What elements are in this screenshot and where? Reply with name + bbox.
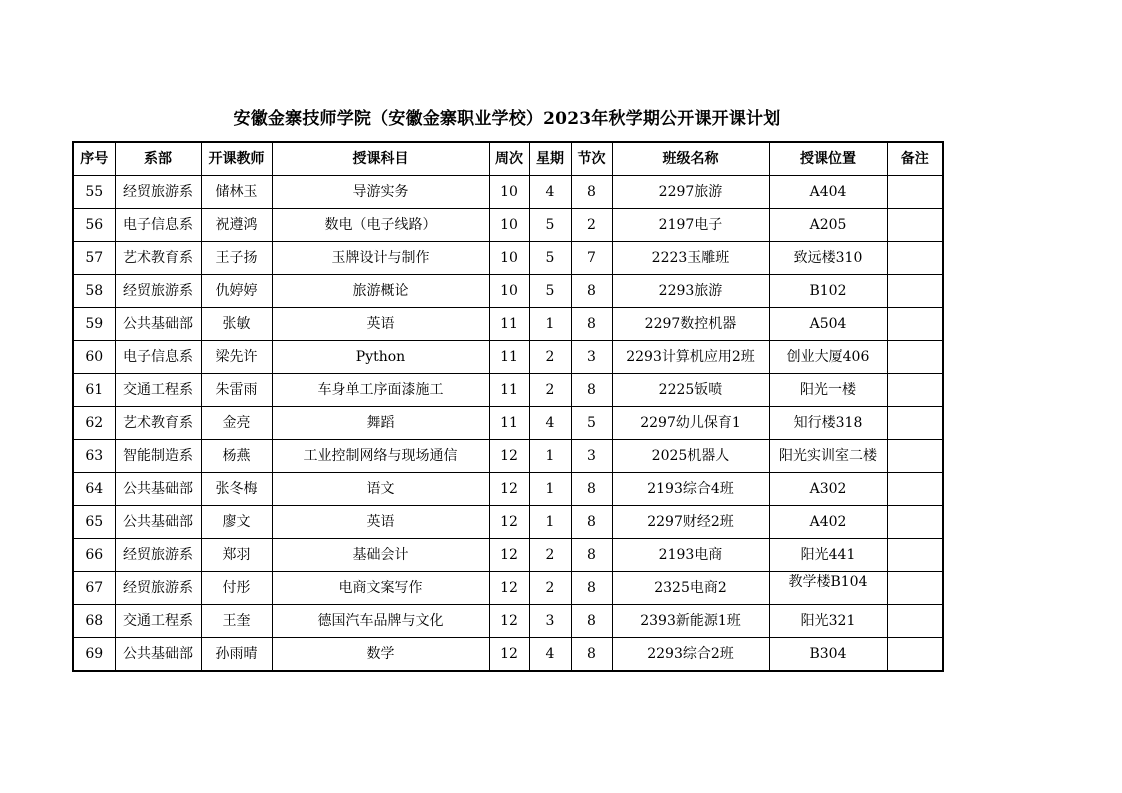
weekday-cell: 5	[529, 209, 571, 242]
class-name-cell: 2197电子	[612, 209, 769, 242]
header-period: 节次	[571, 142, 612, 176]
department-cell: 交通工程系	[115, 374, 201, 407]
week-cell: 10	[489, 242, 529, 275]
class-name-cell: 2193综合4班	[612, 473, 769, 506]
subject-cell: 语文	[272, 473, 489, 506]
week-cell: 11	[489, 407, 529, 440]
class-name-cell: 2297数控机器	[612, 308, 769, 341]
index-cell: 60	[73, 341, 115, 374]
table-header-row	[73, 142, 943, 176]
index-cell: 56	[73, 209, 115, 242]
weekday-cell: 2	[529, 572, 571, 605]
teacher-cell: 祝遵鸿	[201, 209, 272, 242]
index-cell: 63	[73, 440, 115, 473]
subject-cell: 英语	[272, 308, 489, 341]
department-cell: 公共基础部	[115, 473, 201, 506]
department-cell: 电子信息系	[115, 209, 201, 242]
location-cell: A302	[769, 473, 887, 506]
subject-cell: 导游实务	[272, 176, 489, 209]
class-name-cell: 2225钣喷	[612, 374, 769, 407]
weekday-cell: 4	[529, 176, 571, 209]
table-row	[73, 242, 943, 275]
class-name-cell: 2025机器人	[612, 440, 769, 473]
weekday-cell: 4	[529, 638, 571, 672]
location-cell	[769, 572, 887, 605]
table-row	[73, 374, 943, 407]
header-remarks: 备注	[887, 142, 943, 176]
week-cell: 10	[489, 176, 529, 209]
location-cell: B102	[769, 275, 887, 308]
subject-cell: 旅游概论	[272, 275, 489, 308]
remarks-cell	[887, 638, 943, 672]
location-cell: A404	[769, 176, 887, 209]
remarks-cell	[887, 275, 943, 308]
index-cell: 64	[73, 473, 115, 506]
header-teacher: 开课教师	[201, 142, 272, 176]
teacher-cell: 孙雨晴	[201, 638, 272, 672]
table-row	[73, 275, 943, 308]
location-cell: A402	[769, 506, 887, 539]
week-cell: 12	[489, 473, 529, 506]
remarks-cell	[887, 440, 943, 473]
location-text: 教学楼B104	[788, 574, 868, 590]
table-row	[73, 308, 943, 341]
weekday-cell: 5	[529, 242, 571, 275]
period-cell: 8	[571, 506, 612, 539]
week-cell: 10	[489, 209, 529, 242]
location-cell: A205	[769, 209, 887, 242]
weekday-cell: 3	[529, 605, 571, 638]
subject-cell: 基础会计	[272, 539, 489, 572]
table-row	[73, 539, 943, 572]
department-cell: 经贸旅游系	[115, 539, 201, 572]
week-cell: 12	[489, 572, 529, 605]
table-row	[73, 605, 943, 638]
teacher-cell: 储林玉	[201, 176, 272, 209]
department-cell: 交通工程系	[115, 605, 201, 638]
period-cell: 8	[571, 275, 612, 308]
period-cell: 8	[571, 308, 612, 341]
subject-cell: 数学	[272, 638, 489, 672]
index-cell: 57	[73, 242, 115, 275]
remarks-cell	[887, 407, 943, 440]
teacher-cell: 张敏	[201, 308, 272, 341]
week-cell: 11	[489, 341, 529, 374]
table-row	[73, 440, 943, 473]
subject-cell: 德国汽车品牌与文化	[272, 605, 489, 638]
period-cell: 3	[571, 440, 612, 473]
teacher-cell: 金亮	[201, 407, 272, 440]
class-name-cell: 2297旅游	[612, 176, 769, 209]
remarks-cell	[887, 209, 943, 242]
subject-cell: Python	[272, 341, 489, 374]
remarks-cell	[887, 374, 943, 407]
department-cell: 艺术教育系	[115, 407, 201, 440]
class-name-cell: 2293旅游	[612, 275, 769, 308]
week-cell: 11	[489, 374, 529, 407]
week-cell: 12	[489, 539, 529, 572]
index-cell: 62	[73, 407, 115, 440]
period-cell: 8	[571, 605, 612, 638]
class-name-cell: 2325电商2	[612, 572, 769, 605]
location-cell: 阳光441	[769, 539, 887, 572]
header-location: 授课位置	[769, 142, 887, 176]
period-cell: 8	[571, 539, 612, 572]
teacher-cell: 王奎	[201, 605, 272, 638]
index-cell: 65	[73, 506, 115, 539]
remarks-cell	[887, 242, 943, 275]
table-row	[73, 638, 943, 672]
remarks-cell	[887, 539, 943, 572]
remarks-cell	[887, 605, 943, 638]
teacher-cell: 王子扬	[201, 242, 272, 275]
location-cell: 阳光实训室二楼	[769, 440, 887, 473]
header-weekday: 星期	[529, 142, 571, 176]
teacher-cell: 廖文	[201, 506, 272, 539]
location-cell: A504	[769, 308, 887, 341]
teacher-cell: 杨燕	[201, 440, 272, 473]
table-row	[73, 341, 943, 374]
index-cell: 55	[73, 176, 115, 209]
remarks-cell	[887, 308, 943, 341]
location-cell: 知行楼318	[769, 407, 887, 440]
class-name-cell: 2293综合2班	[612, 638, 769, 672]
index-cell: 68	[73, 605, 115, 638]
week-cell: 10	[489, 275, 529, 308]
subject-cell: 车身单工序面漆施工	[272, 374, 489, 407]
index-cell: 66	[73, 539, 115, 572]
location-cell: 阳光321	[769, 605, 887, 638]
subject-cell: 工业控制网络与现场通信	[272, 440, 489, 473]
index-cell: 69	[73, 638, 115, 672]
week-cell: 11	[489, 308, 529, 341]
department-cell: 经贸旅游系	[115, 275, 201, 308]
table-row	[73, 473, 943, 506]
location-cell: 阳光一楼	[769, 374, 887, 407]
week-cell: 12	[489, 440, 529, 473]
table-row	[73, 506, 943, 539]
header-department: 系部	[115, 142, 201, 176]
period-cell: 2	[571, 209, 612, 242]
department-cell: 经贸旅游系	[115, 176, 201, 209]
weekday-cell: 1	[529, 440, 571, 473]
table-row	[73, 407, 943, 440]
period-cell: 8	[571, 374, 612, 407]
index-cell: 58	[73, 275, 115, 308]
weekday-cell: 2	[529, 341, 571, 374]
subject-cell: 电商文案写作	[272, 572, 489, 605]
teacher-cell: 张冬梅	[201, 473, 272, 506]
class-name-cell: 2223玉雕班	[612, 242, 769, 275]
subject-cell: 英语	[272, 506, 489, 539]
header-class-name: 班级名称	[612, 142, 769, 176]
weekday-cell: 1	[529, 506, 571, 539]
weekday-cell: 2	[529, 539, 571, 572]
subject-cell: 舞蹈	[272, 407, 489, 440]
table-row	[73, 209, 943, 242]
subject-cell: 玉牌设计与制作	[272, 242, 489, 275]
department-cell: 公共基础部	[115, 308, 201, 341]
weekday-cell: 4	[529, 407, 571, 440]
class-name-cell: 2293计算机应用2班	[612, 341, 769, 374]
location-cell: 创业大厦406	[769, 341, 887, 374]
period-cell: 8	[571, 473, 612, 506]
weekday-cell: 1	[529, 308, 571, 341]
course-schedule-table	[72, 141, 944, 672]
header-subject: 授课科目	[272, 142, 489, 176]
class-name-cell: 2193电商	[612, 539, 769, 572]
department-cell: 智能制造系	[115, 440, 201, 473]
subject-cell: 数电（电子线路）	[272, 209, 489, 242]
week-cell: 12	[489, 638, 529, 672]
index-cell: 59	[73, 308, 115, 341]
table-row	[73, 572, 943, 605]
weekday-cell: 2	[529, 374, 571, 407]
period-cell: 5	[571, 407, 612, 440]
period-cell: 8	[571, 572, 612, 605]
teacher-cell: 郑羽	[201, 539, 272, 572]
index-cell: 67	[73, 572, 115, 605]
period-cell: 8	[571, 638, 612, 672]
index-cell: 61	[73, 374, 115, 407]
header-week: 周次	[489, 142, 529, 176]
teacher-cell: 仇婷婷	[201, 275, 272, 308]
department-cell: 公共基础部	[115, 638, 201, 672]
period-cell: 3	[571, 341, 612, 374]
weekday-cell: 5	[529, 275, 571, 308]
teacher-cell: 付彤	[201, 572, 272, 605]
weekday-cell: 1	[529, 473, 571, 506]
class-name-cell: 2393新能源1班	[612, 605, 769, 638]
page-title: 安徽金寨技师学院（安徽金寨职业学校）2023年秋学期公开课开课计划	[233, 109, 781, 129]
teacher-cell: 朱雷雨	[201, 374, 272, 407]
location-cell: B304	[769, 638, 887, 672]
department-cell: 经贸旅游系	[115, 572, 201, 605]
teacher-cell: 梁先许	[201, 341, 272, 374]
week-cell: 12	[489, 506, 529, 539]
location-cell: 致远楼310	[769, 242, 887, 275]
remarks-cell	[887, 473, 943, 506]
department-cell: 电子信息系	[115, 341, 201, 374]
remarks-cell	[887, 341, 943, 374]
remarks-cell	[887, 572, 943, 605]
table-row	[73, 176, 943, 209]
department-cell: 公共基础部	[115, 506, 201, 539]
period-cell: 7	[571, 242, 612, 275]
department-cell: 艺术教育系	[115, 242, 201, 275]
class-name-cell: 2297财经2班	[612, 506, 769, 539]
period-cell: 8	[571, 176, 612, 209]
remarks-cell	[887, 176, 943, 209]
week-cell: 12	[489, 605, 529, 638]
header-index: 序号	[73, 142, 115, 176]
remarks-cell	[887, 506, 943, 539]
class-name-cell: 2297幼儿保育1	[612, 407, 769, 440]
